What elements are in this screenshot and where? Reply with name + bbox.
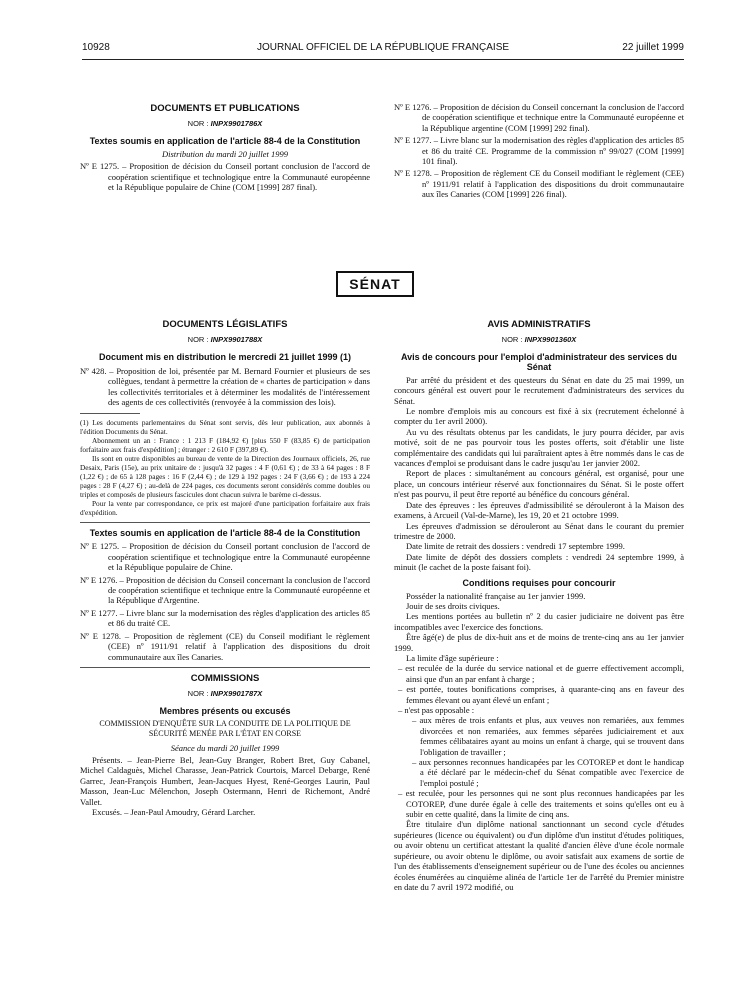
paragraph: Posséder la nationalité française au 1er janvier 1999.: [406, 590, 586, 601]
paragraph: Les mentions portées au bulletin nº 2 du casier judiciaire ne doivent pas être incompatibles avec l'exercice des fonctions.: [394, 611, 684, 632]
subtitle: Textes soumis en application de l'article 88-4 de la Constitution: [89, 528, 361, 539]
section-title: DOCUMENTS LÉGISLATIFS: [162, 319, 288, 330]
excuses-list: Excusés. – Jean-Paul Amoudry, Gérard Larcher.: [92, 806, 256, 817]
section-title: COMMISSIONS: [190, 672, 260, 684]
bullet-item: – est reculée de la durée du service national et de guerre effectivement accompli, ainsi que d'un an par enfant à charge ;: [398, 663, 684, 684]
seance-date: Séance du mardi 20 juillet 1999: [170, 742, 280, 753]
right-column: [394, 320, 684, 892]
paragraph: Le nombre d'emplois mis au concours est fixé à six (recrutement échelonné à compter du 1er avril 2000).: [394, 406, 684, 427]
paragraph: Report de places : simultanément au concours général, est organisé, pour une place, un concours intérieur réservé aux fonctionnaires du Sénat. Si le poste offert n'est pas pourvu, il peut être reporté au bénéfice du concours général.: [394, 468, 684, 500]
bullet-item: – est reculée, pour les personnes qui ne sont plus reconnues handicapées par les COTOREP, d'une durée égale à celle des traitements et soins qu'elles ont eu à subir en cette qualité, dans la limite de cinq ans.: [398, 788, 684, 820]
list-item: Nº 428. – Proposition de loi, présentée par M. Bernard Fournier et plusieurs de ses collègues, tendant à permettre la création de « chartes de participation » dans les collectivités territoriales et à déterminer les modalités de l'intéressement des agents de ces collectivités (renvoyée à la commission des lois).: [80, 365, 370, 408]
page-number: 10928: [82, 42, 110, 53]
paragraph: Date limite de retrait des dossiers : vendredi 17 septembre 1999.: [406, 541, 625, 552]
issue-date: 22 juillet 1999: [622, 42, 684, 53]
list-item: Nº E 1278. – Proposition de règlement CE du Conseil modifiant le règlement (CEE) nº 1911/91 relatif à l'application des dispositions du droit communautaire aux îles Canaries (COM [1999] 226 final).: [394, 168, 684, 200]
presents-list: Présents. – Jean-Pierre Bel, Jean-Guy Branger, Robert Bret, Guy Cabanel, Michel Caldaguès, Michel Charasse, Jean-Patrick Courtois, Marcel Debarge, René Garrec, Jean-François Humbert, Jean-Jacques Hyest, René-Georges Laurin, Paul Masson, Jean-Luc Mélenchon, Joseph Ostermann, Henri de Richemont, André Vallet.: [80, 754, 370, 807]
list-item: Nº E 1275. – Proposition de décision du Conseil portant conclusion de l'accord de coopération scientifique et technologique entre la Communauté européenne et la République populaire de Chine.: [80, 541, 370, 573]
paragraph: Date des épreuves : les épreuves d'admissibilité se dérouleront à la Maison des examens, à Arcueil (Val-de-Marne), les 19, 20 et 21 octobre 1999.: [394, 499, 684, 521]
nor-line: NOR : INPX9901786X: [187, 119, 263, 129]
distribution-date: Distribution du mardi 20 juillet 1999: [161, 148, 288, 159]
bullet-item: – n'est pas opposable :: [398, 705, 475, 715]
top-left-column: [80, 104, 370, 194]
list-item: Nº E 1276. – Proposition de décision du Conseil concernant la conclusion de l'accord de coopération scientifique et technique entre la Communauté européenne et la République d'Argentine.: [80, 574, 370, 606]
paragraph: Jouir de ses droits civiques.: [406, 600, 500, 611]
list-item: Nº E 1276. – Proposition de décision du Conseil concernant la conclusion de l'accord de coopération scientifique et technique entre la Communauté européenne et la République argentine (COM [1999] 292 final).: [394, 102, 684, 133]
nor-line: NOR : INPX9901787X: [187, 689, 263, 699]
list-item: Nº E 1275. – Proposition de décision du Conseil portant conclusion de l'accord de coopération scientifique et technologique entre la Communauté européenne et la République populaire de Chine (COM [1999] 287 final).: [80, 161, 370, 193]
sub-bullet-item: – aux personnes reconnues handicapées par les COTOREP et dont le handicap a été déclaré par le médecin-chef du Sénat compatible avec l'exercice de l'emploi postulé ;: [412, 757, 684, 788]
senat-heading: SÉNAT: [336, 271, 414, 297]
top-right-column: [394, 102, 684, 202]
footnote: (1) Les documents parlementaires du Sénat sont servis, dès leur publication, aux abonnés à l'édition Documents du Sénat. Abonnement un an : France : 1 213 F (184,92 €) [plus 550 F (83,85 €) de participation forfaitaire aux frais d'expédition] ; étranger : 2 610 F (397,89 €). Ils sont en outre disponibles au bureau de vente de la Direction des Journaux officiels, 26, rue Desaix, Paris (15e), au prix unitaire de : jusqu'à 32 pages : 4 F (0,61 €) ; de 33 à 64 pages : 8 F (1,22 €) ; de 65 à 128 pages : 16 F (2,44 €) ; de 129 à 192 pages : 24 F (3,66 €) ; de 193 à 224 pages : 28 F (4,27 €) ; au-delà de 224 pages, ces documents seront considérés comme doubles ou triples et composés de plusieurs fascicules dont chacun suivra le barème ci-dessus. Pour la vente par correspondance, ce prix est majoré d'une participation forfaitaire aux frais d'expédition.: [80, 418, 370, 518]
subtitle: Avis de concours pour l'emploi d'administrateur des services du Sénat: [400, 351, 678, 372]
paragraph: Les épreuves d'admission se dérouleront au Sénat dans le courant du premier trimestre de 2000.: [394, 520, 684, 541]
divider: [80, 522, 370, 523]
running-header: [82, 42, 684, 56]
list-item: Nº E 1277. – Livre blanc sur la modernisation des règles d'application des articles 85 et 86 du traité CE. Programme de la commission nº 99/027 (COM [1999] 101 final).: [394, 135, 684, 167]
subtitle: Membres présents ou excusés: [159, 705, 291, 716]
list-item: Nº E 1277. – Livre blanc sur la modernisation des règles d'application des articles 85 et 86 du traité CE.: [80, 607, 370, 629]
left-column: [80, 320, 370, 817]
header-rule: [82, 59, 684, 60]
divider: [80, 667, 370, 668]
sub-bullet-item: – aux mères de trois enfants et plus, aux veuves non remariées, aux femmes divorcées et non remariées, aux femmes séparées judiciairement et aux femmes célibataires ayant au moins un enfant à charge, qui se trouvent dans l'obligation de travailler ;: [412, 715, 684, 757]
nor-line: NOR : INPX9901788X: [187, 335, 263, 345]
bullet-item: – est portée, toutes bonifications comprises, à quarante-cinq ans en faveur des femmes élevant ou ayant élevé un enfant ;: [398, 684, 684, 705]
list-item: Nº E 1278. – Proposition de règlement (CE) du Conseil modifiant le règlement (CEE) nº 1911/91 relatif à l'application des dispositions du droit communautaire aux îles Canaries.: [80, 630, 370, 662]
paragraph: Être titulaire d'un diplôme national sanctionnant un second cycle d'études supérieures (licence ou équivalent) ou d'un diplôme d'un institut d'études politiques, ou avoir obtenu un certificat attestant la qualité d'ancien élève d'une école normale supérieure, ou avoir obtenu le diplôme, ou avoir satisfait aux examens de sortie de l'un des établissements d'enseignement supérieur ou de l'une des écoles ou anciennes écoles énumérées au cinquième alinéa de l'article 1er de l'arrêté du Premier ministre en date du 7 avril 1972 modifié, ou: [394, 819, 684, 892]
commission-name: COMMISSION D'ENQUÊTE SUR LA CONDUITE DE LA POLITIQUE DE SÉCURITÉ MENÉE PAR L'ÉTAT EN CORSE: [99, 718, 351, 739]
nor-line: NOR : INPX9901360X: [501, 335, 577, 345]
paragraph: Être âgé(e) de plus de dix-huit ans et de moins de trente-cinq ans au 1er janvier 1999.: [394, 632, 684, 653]
subtitle: Document mis en distribution le mercredi 21 juillet 1999 (1): [98, 351, 352, 362]
section-title: DOCUMENTS ET PUBLICATIONS: [150, 103, 300, 114]
conditions-title: Conditions requises pour concourir: [462, 577, 616, 588]
footnote-rule: [80, 413, 140, 414]
paragraph: Au vu des résultats obtenus par les candidats, le jury pourra décider, par avis motivé, soit de ne pas pourvoir tous les postes offerts, soit d'établir une liste complémentaire des candidats qui lui paraîtraient aptes à être nommés dans le cas de vacances d'emploi se produisant dans le cadre jusqu'au 1er janvier 2002.: [394, 426, 684, 469]
paragraph: La limite d'âge supérieure :: [406, 652, 499, 663]
paragraph: Par arrêté du président et des questeurs du Sénat en date du 25 mai 1999, un concours général est ouvert pour le recrutement d'administrateurs des services du Sénat.: [394, 374, 684, 406]
paragraph: Date limite de dépôt des dossiers complets : vendredi 24 septembre 1999, à minuit (le cachet de la poste faisant foi).: [394, 551, 684, 573]
subtitle: Textes soumis en application de l'article 88-4 de la Constitution: [89, 135, 361, 146]
section-title: AVIS ADMINISTRATIFS: [487, 319, 591, 330]
journal-title: JOURNAL OFFICIEL DE LA RÉPUBLIQUE FRANÇAISE: [256, 42, 510, 53]
